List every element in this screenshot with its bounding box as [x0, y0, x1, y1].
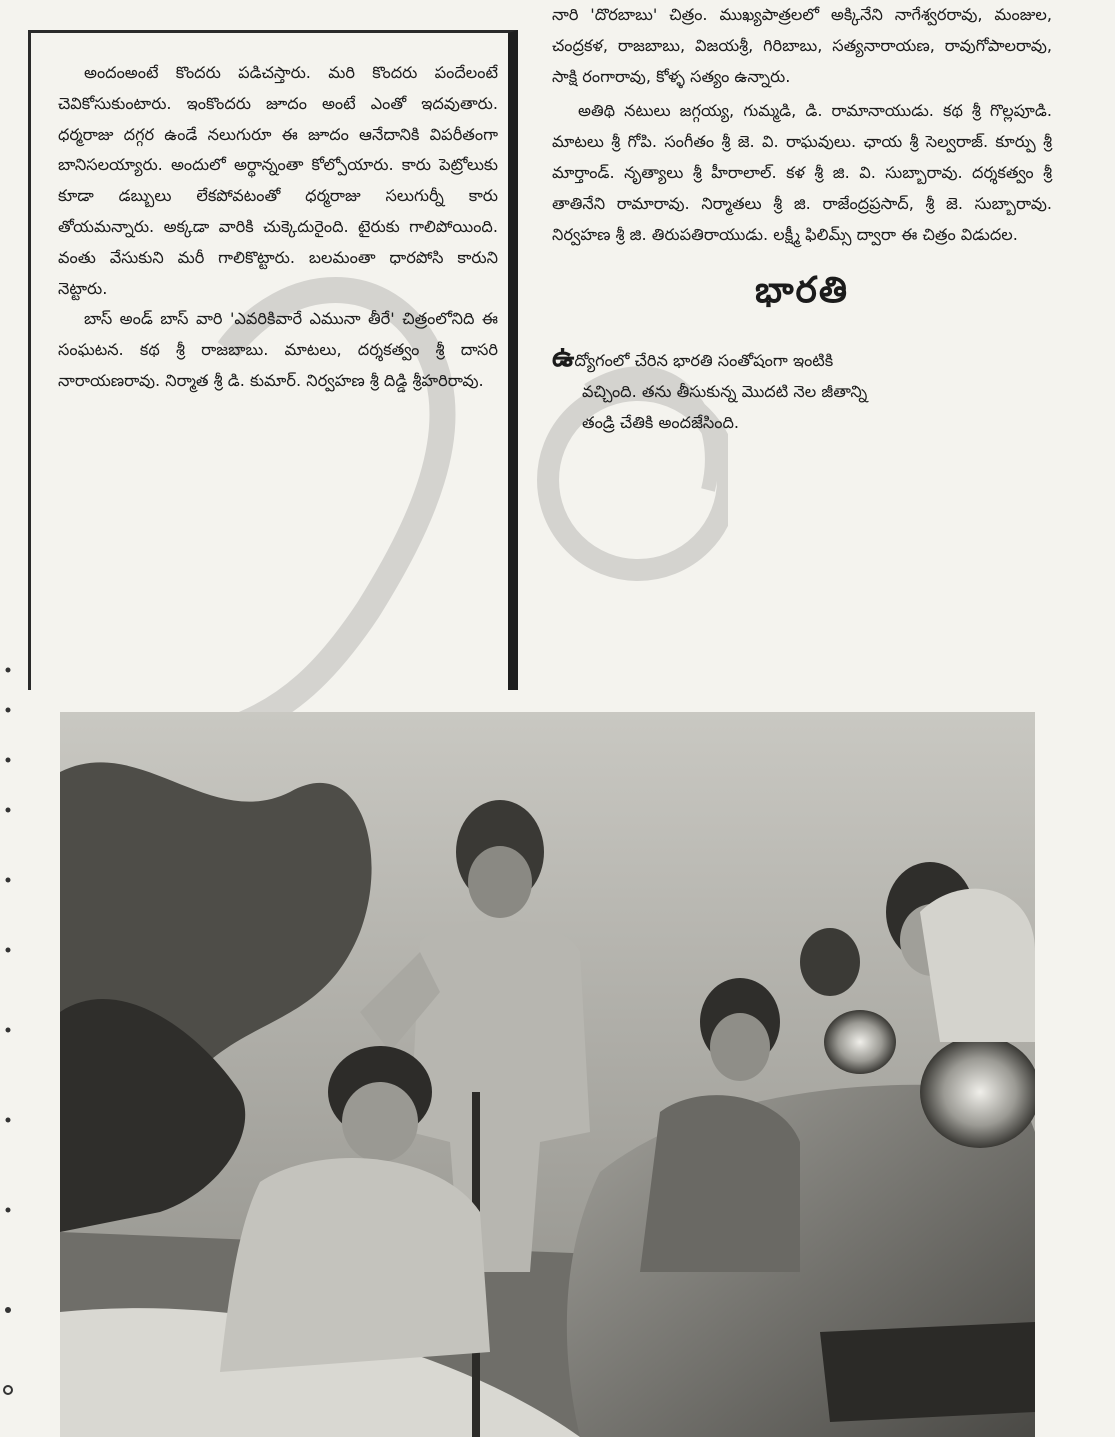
story-heading-block	[552, 268, 1052, 328]
left-paragraph-2: బాస్ అండ్ బాస్ వారి 'ఎవరికివారే ఎమునా తీరే' చిత్రంలోనిది ఈ సంఘటన. కథ శ్రీ రాజబాబు. మాటలు, దర్శకత్వం శ్రీ దాసరి నారాయణరావు. నిర్మాత శ్రీ డి. కుమార్. నిర్వహణ శ్రీ దిడ్డి శ్రీహరిరావు.	[58, 309, 498, 390]
story-line-1: ద్యోగంలో చేరిన భారతి సంతోషంగా ఇంటికి	[574, 351, 834, 371]
story-dropcap: ఉ	[552, 340, 575, 374]
right-paragraph-2: అతిథి నటులు జగ్గయ్య, గుమ్మడి, డి. రామానాయుడు. కథ శ్రీ గొల్లపూడి. మాటలు శ్రీ గోపి. సంగీతం శ్రీ జె. వి. రాఘవులు. ఛాయ శ్రీ సెల్వరాజ్. కూర్పు శ్రీ మార్తాండ్. నృత్యాలు శ్రీ హీరాలాల్. కళ శ్రీ జి. వి. సుబ్బారావు. దర్శకత్వం శ్రీ తాతినేని రామారావు. నిర్మాతలు శ్రీ జి. రాజేంద్రప్రసాద్, శ్రీ జె. సుబ్బారావు. నిర్వహణ శ్రీ జి. తిరుపతిరాయుడు. లక్ష్మీ ఫిలిమ్స్ ద్వారా ఈ చిత్రం విడుదల.	[552, 101, 1052, 244]
left-paragraph-1: అందంఅంటే కొందరు పడిచస్తారు. మరి కొందరు పందేలంటే చెవికోసుకుంటారు. ఇంకొందరు జూదం అంటే ఎంతో ఇదవుతారు. ధర్మరాజు దగ్గర ఉండే నలుగురూ ఈ జూదం ఆనేదానికి విపరీతంగా బానిసలయ్యారు. అందులో అర్థాన్నంతా కోల్పోయారు. కారు పెట్రోలుకు కూడా డబ్బులు లేకపోవటంతో ధర్మరాజు సలుగుర్నీ కారు తోయమన్నారు. అక్కడా వారికి చుక్కెదురైంది. టైరుకు గాలిపోయింది. వంతు వేసుకుని మరీ గాలికొట్టారు. బలమంతా ధారపోసి కారుని నెట్టారు.	[58, 63, 498, 298]
right-column-text	[552, 0, 1052, 250]
film-still-photo	[60, 712, 1035, 1437]
story-intro	[552, 342, 1052, 438]
left-column-text	[58, 58, 498, 397]
story-line-2: వచ్చింది. తను తీసుకున్న మొదటి నెల జీతాన్ని	[582, 382, 868, 402]
right-column	[552, 0, 1052, 439]
right-paragraph-1: నారి 'దొరబాబు' చిత్రం. ముఖ్యపాత్రలలో అక్కినేని నాగేశ్వరరావు, మంజుల, చంద్రకళ, రాజబాబు, విజయశ్రీ, గిరిబాబు, సత్యనారాయణ, రావుగోపాలరావు, సాక్షి రంగారావు, కోళ్ళ సత్యం ఉన్నారు.	[552, 5, 1052, 86]
margin-dots	[2, 650, 14, 1410]
story-heading: భారతి	[754, 269, 850, 312]
story-line-3: తండ్రి చేతికి అందజేసింది.	[582, 412, 740, 432]
